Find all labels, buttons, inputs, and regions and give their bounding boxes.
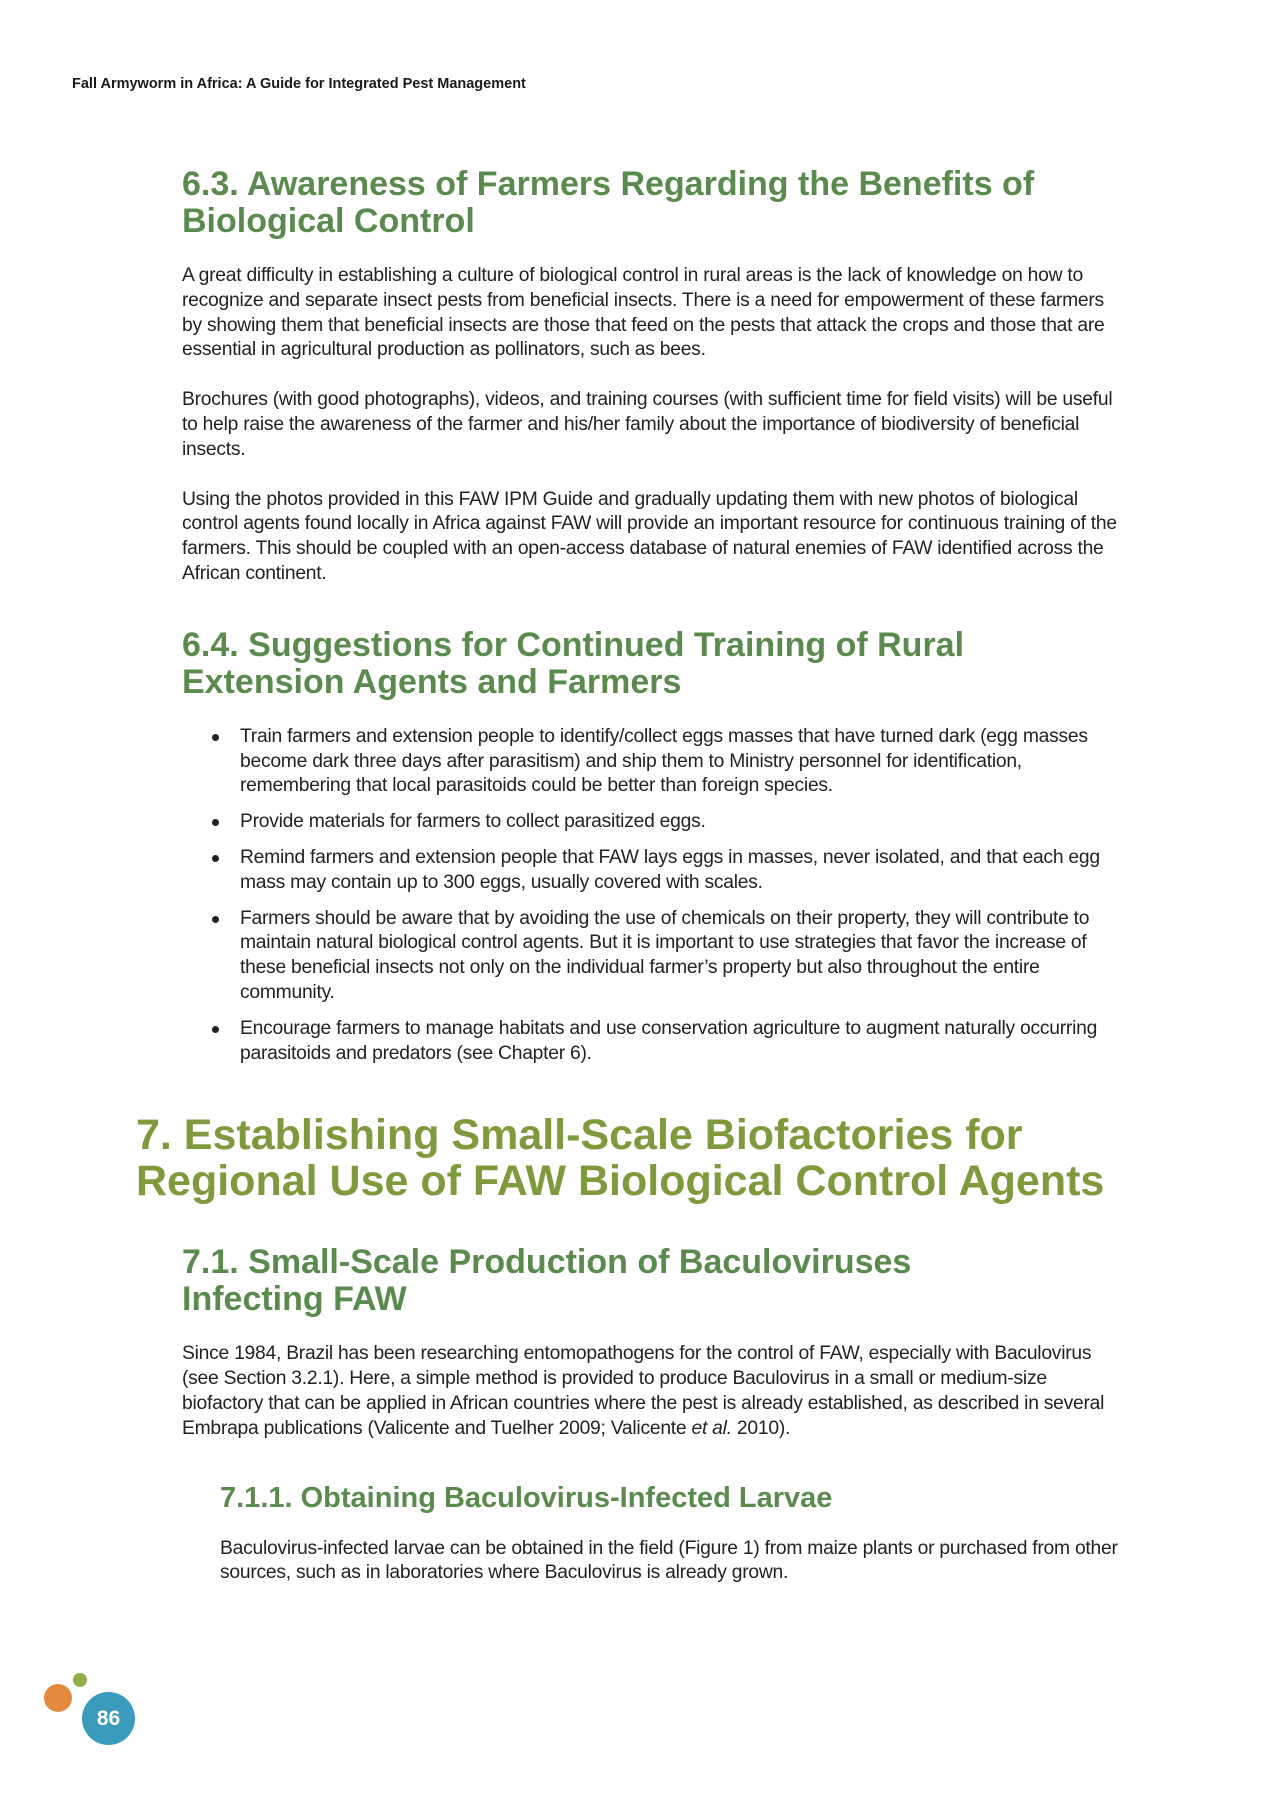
- decorative-orange-dot: [44, 1684, 72, 1712]
- bullet-text: Farmers should be aware that by avoiding the use of chemicals on their property, they will contribute to maintain natural biological control agents. But it is important to use strategies that favor the increase of these beneficial insects not only on the individual farmer’s property but also throughout the entire community.: [240, 907, 1090, 1003]
- page-content: [136, 165, 1128, 1611]
- section-6-4-heading: [182, 627, 1128, 701]
- bullet-icon: [212, 734, 219, 741]
- section-6-3-heading-line2: Biological Control: [182, 202, 475, 240]
- bullet-text: Train farmers and extension people to identify/collect eggs masses that have turned dark (egg masses become dark three days after parasitism) and ship them to Ministry personnel for identification, remembering that local parasitoids could be better than foreign species.: [240, 725, 1088, 797]
- bullet-icon: [212, 819, 219, 826]
- section-6-3-paragraph-1: A great difficulty in establishing a culture of biological control in rural areas is the lack of knowledge on how to recognize and separate insect pests from beneficial insects. There is a need for empowerment of these farmers by showing them that beneficial insects are those that feed on the pests that attack the crops and those that are essential in agricultural production as pollinators, such as bees.: [182, 265, 1105, 361]
- running-header: Fall Armyworm in Africa: A Guide for Integrated Pest Management: [72, 76, 526, 92]
- section-6-3-paragraph-3: Using the photos provided in this FAW IPM Guide and gradually updating them with new photos of biological control agents found locally in Africa against FAW will provide an important resource for continuous training of the farmers. This should be coupled with an open-access database of natural enemies of FAW identified across the African continent.: [182, 488, 1117, 584]
- section-7-1-1-heading: 7.1.1. Obtaining Baculovirus-Infected Larvae: [220, 1481, 833, 1514]
- bullet-text: Provide materials for farmers to collect parasitized eggs.: [240, 811, 706, 833]
- page-number-badge: 86: [82, 1692, 135, 1745]
- section-7-1-text: Since 1984, Brazil has been researching entomopathogens for the control of FAW, especially with Baculovirus (see Section 3.2.1). Here, a simple method is provided to produce Baculovirus in a small or medium-size biofactory that can be applied in African countries where the pest is already established, as described in several Embrapa publications (Valicente and Tuelher 2009; Valicente: [182, 1343, 1105, 1439]
- decorative-green-dot: [73, 1673, 87, 1687]
- section-7-1-heading: [182, 1244, 1128, 1318]
- section-6-3-heading-line1: 6.3. Awareness of Farmers Regarding the Benefits of: [182, 165, 1035, 203]
- bullet-icon: [212, 855, 219, 862]
- section-6-3-heading: [182, 166, 1128, 240]
- chapter-7-heading-line2: Regional Use of FAW Biological Control Agents: [136, 1157, 1105, 1206]
- bullet-item: [182, 846, 1128, 896]
- bullet-icon: [212, 916, 219, 923]
- section-6-4-heading-line2: Extension Agents and Farmers: [182, 662, 682, 701]
- section-6-3-paragraph-2: Brochures (with good photographs), videos, and training courses (with sufficient time for field visits) will be useful to help raise the awareness of the farmer and his/her family about the importance of biodiversity of beneficial insects.: [182, 389, 1113, 460]
- chapter-7-heading: [136, 1112, 1128, 1204]
- bullet-item: [182, 907, 1128, 1006]
- section-7-1-text-end: 2010).: [731, 1417, 791, 1439]
- section-7-1-heading-line2: Infecting FAW: [182, 1280, 407, 1319]
- bullet-text: Remind farmers and extension people that FAW lays eggs in masses, never isolated, and that each egg mass may contain up to 300 eggs, usually covered with scales.: [240, 846, 1100, 893]
- bullet-text: Encourage farmers to manage habitats and use conservation agriculture to augment naturally occurring parasitoids and predators (see Chapter 6).: [240, 1017, 1098, 1064]
- bullet-item: [182, 1017, 1128, 1067]
- section-7-1-heading-line1: 7.1. Small-Scale Production of Baculoviruses: [182, 1243, 912, 1282]
- section-6-4-bullet-list: [182, 725, 1128, 1067]
- bullet-item: [182, 725, 1128, 799]
- section-7-1-italic-text: et al.: [691, 1417, 732, 1439]
- bullet-icon: [212, 1026, 219, 1033]
- bullet-item: [182, 810, 1128, 835]
- section-7-1-paragraph: [182, 1342, 1128, 1441]
- section-6-4-heading-line1: 6.4. Suggestions for Continued Training of Rural: [182, 625, 965, 664]
- chapter-7-heading-line1: 7. Establishing Small-Scale Biofactories for: [136, 1111, 1023, 1160]
- section-7-1-1-paragraph: Baculovirus-infected larvae can be obtained in the field (Figure 1) from maize plants or purchased from other sources, such as in laboratories where Baculovirus is already grown.: [220, 1537, 1118, 1584]
